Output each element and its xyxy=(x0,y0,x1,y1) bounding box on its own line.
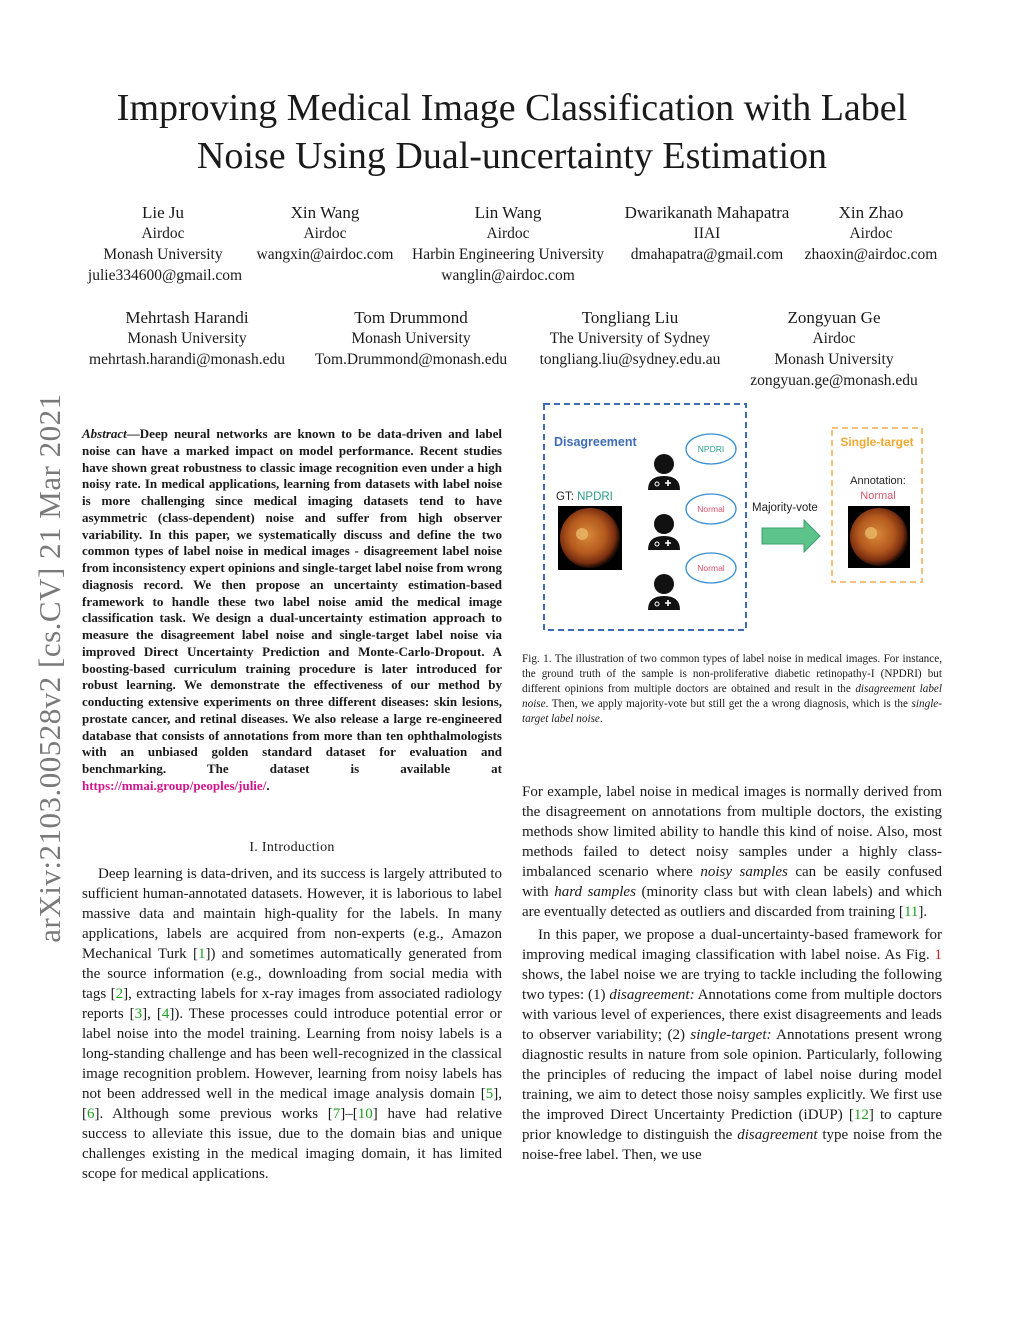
author-affiliation: The University of Sydney xyxy=(549,330,711,347)
author-name: Lie Ju xyxy=(141,203,185,222)
author-affiliation: Monash University xyxy=(774,351,894,368)
text-run: ]–[ xyxy=(340,1106,358,1122)
right-column-text xyxy=(522,782,942,1165)
author-email[interactable]: wanglin@airdoc.com xyxy=(441,267,575,284)
text-run: disagreement: xyxy=(609,987,695,1003)
text-run: ]). These processes could introduce potential error or label noise into the model training. Learning from noisy labels is a long-standing challenge and has been well-recognized in the classical image recognition problem. However, learning from noisy labels has not been addressed well in the medical image analysis domain [ xyxy=(82,1006,502,1102)
author-name: Tongliang Liu xyxy=(581,308,679,327)
author-affiliation: Airdoc xyxy=(141,225,185,242)
text-run: Fig. 1. The illustration of two common types of label noise in medical images. For instance, the ground truth of the sample is non-proliferative diabetic retinopathy-I (NPDRI) but different opinions from multiple doctors are obtained and result in the xyxy=(522,653,942,695)
optic-disc xyxy=(865,527,877,539)
author-block xyxy=(742,307,926,391)
author-email[interactable]: wangxin@airdoc.com xyxy=(256,246,394,263)
text-run: disagreement xyxy=(737,1127,818,1143)
author-affiliation: Airdoc xyxy=(812,330,856,347)
text-run: In this paper, we propose a dual-uncertainty-based framework for improving medical imaging classification with label noise. As Fig. xyxy=(522,927,942,963)
author-name: Xin Wang xyxy=(290,203,360,222)
text-run: Annotations come from multiple doctors with various level of experiences, there exist disagreements and leads to observer variability; (2) xyxy=(522,987,943,1043)
text-run: shows, the label noise we are trying to tackle including the following two types: (1) xyxy=(522,967,942,1003)
text-run: For example, label noise in medical images is normally derived from the disagreement on annotations from multiple doctors, the existing methods show limited ability to handle this kind of noise. Also, most methods failed to detect noisy samples under a highly class-imbalanced scenario where xyxy=(522,784,942,880)
text-run: ], [ xyxy=(142,1006,162,1022)
bubble-label-2: Normal xyxy=(697,504,725,514)
text-run: noisy samples xyxy=(700,864,788,880)
author-block xyxy=(245,202,405,265)
arrow-icon xyxy=(762,520,820,552)
intro-paragraph xyxy=(82,864,502,1184)
author-email[interactable]: Tom.Drummond@monash.edu xyxy=(314,351,508,368)
author-block xyxy=(800,202,942,265)
bubble-label-3: Normal xyxy=(697,563,725,573)
text-run: (minority class but with clean labels) and which are eventually detected as outliers and discarded from training [ xyxy=(522,884,943,920)
abstract-end: . xyxy=(266,777,270,793)
author-email[interactable]: mehrtash.harandi@monash.edu xyxy=(89,351,285,368)
text-run: ] to capture prior knowledge to distinguish the xyxy=(522,1107,942,1143)
author-email[interactable]: dmahapatra@gmail.com xyxy=(630,246,784,263)
author-name: Lin Wang xyxy=(474,203,542,222)
figure-1 xyxy=(536,396,936,636)
citation-link[interactable]: 3 xyxy=(134,1006,143,1022)
optic-disc xyxy=(576,528,588,540)
author-name: Dwarikanath Mahapatra xyxy=(624,203,790,222)
citation-link[interactable]: 4 xyxy=(161,1006,170,1022)
author-block xyxy=(610,202,804,265)
author-block xyxy=(80,307,294,370)
citation-link[interactable]: 5 xyxy=(485,1086,494,1102)
author-block xyxy=(528,307,732,370)
arxiv-identifier[interactable]: arXiv:2103.00528v2 [cs.CV] 21 Mar 2021 xyxy=(32,393,67,943)
text-run: single-target: xyxy=(690,1027,772,1043)
author-block xyxy=(400,202,616,286)
text-run: Annotations present wrong diagnostic results in nature from sole opinion. Particularly, following the principles of reducing the impact of label noise during model training, we aim to detect those noisy samples explicitly. We first use the improved Direct Uncertainty Prediction (iDUP) [ xyxy=(522,1027,942,1123)
paragraph xyxy=(522,782,942,922)
fundus-gt-eye xyxy=(560,508,620,568)
text-run: ], [ xyxy=(82,1086,502,1122)
author-affiliation: Harbin Engineering University xyxy=(412,246,604,263)
citation-link[interactable]: 10 xyxy=(357,1106,373,1122)
author-affiliation: Airdoc xyxy=(849,225,893,242)
abstract-lead: Abstract xyxy=(82,426,127,441)
text-run: ]. Although some previous works [ xyxy=(94,1106,333,1122)
author-name: Zongyuan Ge xyxy=(787,308,881,327)
author-block xyxy=(306,307,516,370)
majority-vote-label: Majority-vote xyxy=(752,502,818,514)
author-affiliation: Monash University xyxy=(127,330,247,347)
author-name: Mehrtash Harandi xyxy=(125,308,249,327)
text-run: Deep learning is data-driven, and its success is largely attributed to sufficient human-annotated datasets. However, it is laborious to label massive data and maintain high-quality for the labels. In many applications, labels are acquired from non-experts (e.g., Amazon Mechanical Turk [ xyxy=(82,866,502,962)
citation-link[interactable]: 11 xyxy=(903,904,919,920)
citation-link[interactable]: 1 xyxy=(197,946,206,962)
text-run: ], extracting labels for x-ray images from associated radiology reports [ xyxy=(82,986,502,1022)
dataset-link[interactable]: https://mmai.group/peoples/julie/ xyxy=(82,777,267,793)
paper-title xyxy=(40,84,984,180)
author-affiliation: Airdoc xyxy=(486,225,530,242)
author-email[interactable]: tongliang.liu@sydney.edu.au xyxy=(539,351,721,368)
citation-link[interactable]: 7 xyxy=(332,1106,341,1122)
annotation-value: Normal xyxy=(860,490,896,502)
section-heading: I. Introduction xyxy=(249,840,335,855)
text-run: ]. xyxy=(918,904,928,920)
author-email[interactable]: julie334600@gmail.com xyxy=(87,267,243,284)
text-run: . xyxy=(599,713,603,725)
text-run: can be easily confused with xyxy=(522,864,943,900)
text-run: . Then, we apply majority-vote but still get the a wrong diagnosis, which is the xyxy=(545,698,912,710)
text-run: ] have had relative success to alleviate this issue, due to the domain bias and unique challenges existing in the medical imaging domain, it has limited scope for medical applications. xyxy=(82,1106,502,1182)
bubble-label-1: NPDRI xyxy=(697,444,725,454)
citation-link[interactable]: 2 xyxy=(115,986,124,1002)
abstract xyxy=(82,426,502,795)
text-run: type noise from the noise-free label. Then, we use xyxy=(522,1127,942,1163)
doctor-icon xyxy=(648,574,680,610)
author-affiliation: IIAI xyxy=(693,225,721,242)
abstract-text: —Deep neural networks are known to be data-driven and label noise can have a marked impact on model performance. Recent studies have shown great robustness to classic image recognition even under a high noisy rate. In medical applications, learning from datasets with label noise is more challenging since medical imaging datasets tend to have asymmetric (class-dependent) noise and suffer from high observer variability. In this paper, we systematically discuss and define the two common types of label noise in medical images - disagreement label noise from inconsistency expert opinions and single-target label noise from wrong diagnosis record. We then propose an uncertainty estimation-based framework to handle these two label noise amid the medical image classification task. We design a dual-uncertainty estimation approach to measure the disagreement label noise and single-target label noise via improved Direct Uncertainty Prediction and Monte-Carlo-Dropout. A boosting-based curriculum training procedure is later introduced for robust learning. We demonstrate the effectiveness of our method by conducting extensive experiments on three different diseases: skin lesions, prostate cancer, and retinal diseases. We also release a large re-engineered database that consists of annotations from more than ten ophthalmologists with an unbiased golden standard dataset for evaluation and benchmarking. The dataset is available at xyxy=(82,426,502,776)
text-run: hard samples xyxy=(554,884,636,900)
fundus-annotation-eye xyxy=(850,508,908,566)
figure-reference-link[interactable]: 1 xyxy=(934,947,942,963)
author-email[interactable]: zongyuan.ge@monash.edu xyxy=(750,372,918,389)
figure-caption xyxy=(522,652,942,727)
author-affiliation: Monash University xyxy=(103,246,223,263)
text-run: disagreement label noise xyxy=(522,683,943,710)
text-run: ]) and sometimes automatically generated from the source information (e.g., downloading from social media with tags [ xyxy=(82,946,502,1002)
author-affiliation: Airdoc xyxy=(303,225,347,242)
single-target-label: Single-target xyxy=(840,435,914,449)
disagreement-label: Disagreement xyxy=(554,435,637,449)
author-affiliation: Monash University xyxy=(351,330,471,347)
citation-link[interactable]: 12 xyxy=(853,1107,869,1123)
author-block xyxy=(88,202,238,265)
text-run: single-target label noise xyxy=(522,698,942,725)
gt-label: GT: NPDRI xyxy=(556,491,613,503)
paragraph xyxy=(522,925,942,1165)
author-email[interactable]: zhaoxin@airdoc.com xyxy=(804,246,938,263)
title-line-1: Improving Medical Image Classification with Label xyxy=(116,87,908,129)
citation-link[interactable]: 6 xyxy=(87,1106,95,1122)
author-name: Xin Zhao xyxy=(838,203,904,222)
title-line-2: Noise Using Dual-uncertainty Estimation xyxy=(196,135,828,177)
annotation-label: Annotation: xyxy=(850,475,906,487)
author-name: Tom Drummond xyxy=(354,308,468,327)
doctor-icon xyxy=(648,514,680,550)
doctor-icon xyxy=(648,454,680,490)
